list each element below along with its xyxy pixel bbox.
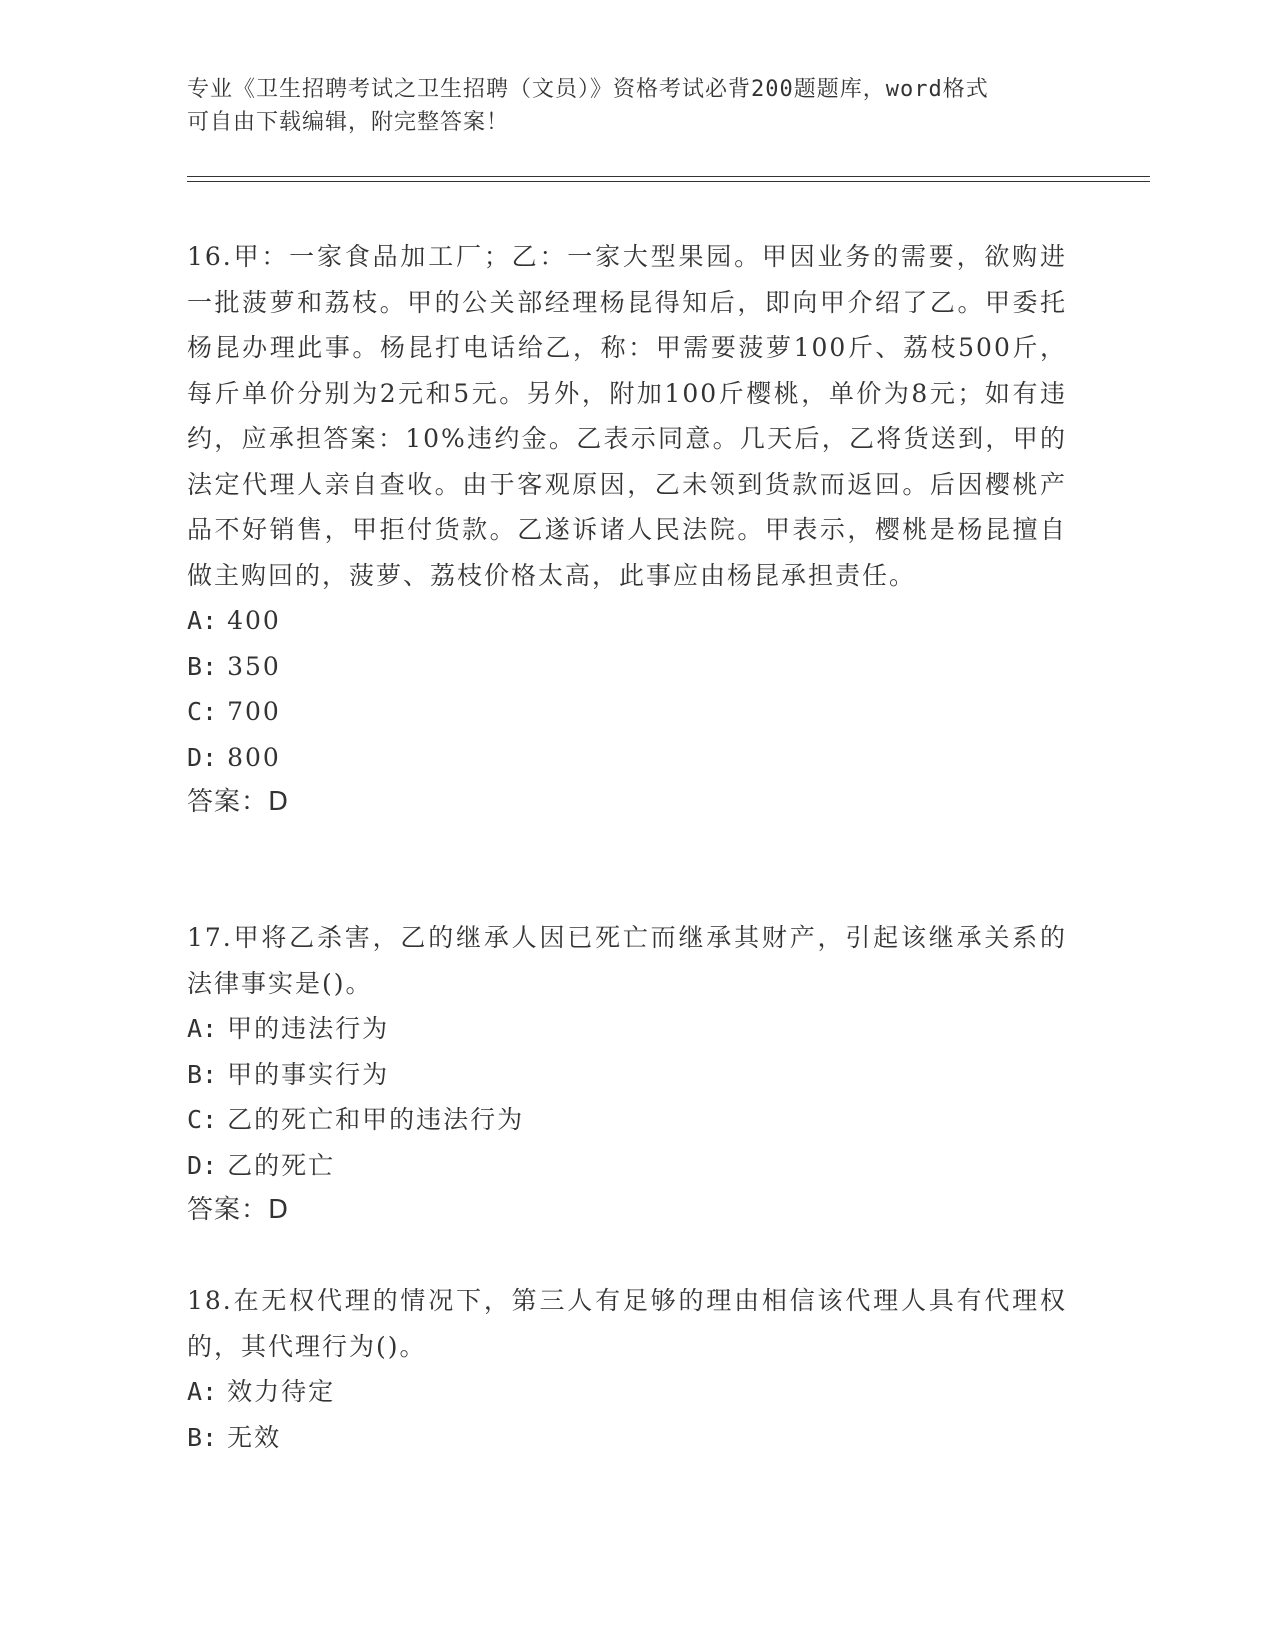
option-text: 甲的违法行为 [227,1014,390,1043]
option-c [187,689,1067,735]
option-key: A: [187,1014,218,1043]
question-text: 17.甲将乙杀害，乙的继承人因已死亡而继承其财产，引起该继承关系的法律事实是()。 [187,923,1067,998]
option-key: A: [187,1377,218,1406]
option-a [187,1006,1067,1052]
option-key: B: [187,1059,218,1089]
option-key: C: [187,697,218,726]
option-text: 800 [227,742,281,772]
option-key: A: [187,606,218,635]
question-16 [187,234,1067,826]
answer: 答案：D [187,787,290,817]
question-text: 16.甲：一家食品加工厂；乙：一家大型果园。甲因业务的需要，欲购进一批菠萝和荔枝。甲的公关部经理杨昆得知后，即向甲介绍了乙。甲委托杨昆办理此事。杨昆打电话给乙，称：甲需要菠萝100斤、荔枝500斤，每斤单价分别为2元和5元。另外，附加100斤樱桃，单价为8元；如有违约，应承担答案：10%违约金。乙表示同意。几天后，乙将货送到，甲的法定代理人亲自查收。由于客观原因，乙未领到货款而返回。后因樱桃产品不好销售，甲拒付货款。乙遂诉诸人民法院。甲表示，樱桃是杨昆擅自做主购回的，菠萝、荔枝价格太高，此事应由杨昆承担责任。 [187,242,1067,590]
option-text: 甲的事实行为 [227,1059,390,1089]
option-a [187,598,1067,644]
question-17 [187,915,1067,1234]
question-18 [187,1278,1067,1460]
option-key: B: [187,651,218,681]
option-text: 效力待定 [227,1377,336,1406]
header-divider [187,176,1150,182]
answer: 答案：D [187,1195,290,1225]
option-text: 350 [227,651,281,681]
option-b [187,644,1067,690]
option-key: C: [187,1105,218,1134]
option-d [187,1143,1067,1189]
option-a [187,1369,1067,1415]
option-d [187,735,1067,781]
option-text: 700 [227,697,281,726]
option-key: B: [187,1422,218,1452]
document-header [187,73,1067,139]
option-text: 无效 [227,1422,282,1452]
option-text: 乙的死亡 [227,1150,336,1180]
option-b [187,1052,1067,1098]
header-line-1: 专业《卫生招聘考试之卫生招聘（文员）》资格考试必背200题题库，word格式 [187,77,989,102]
option-text: 乙的死亡和甲的违法行为 [227,1105,525,1134]
option-key: D: [187,742,218,772]
question-text: 18.在无权代理的情况下，第三人有足够的理由相信该代理人具有代理权的，其代理行为()。 [187,1286,1067,1361]
option-key: D: [187,1150,218,1180]
option-c [187,1097,1067,1143]
option-b [187,1415,1067,1461]
option-text: 400 [227,606,281,635]
header-line-2: 可自由下载编辑，附完整答案！ [187,110,510,135]
